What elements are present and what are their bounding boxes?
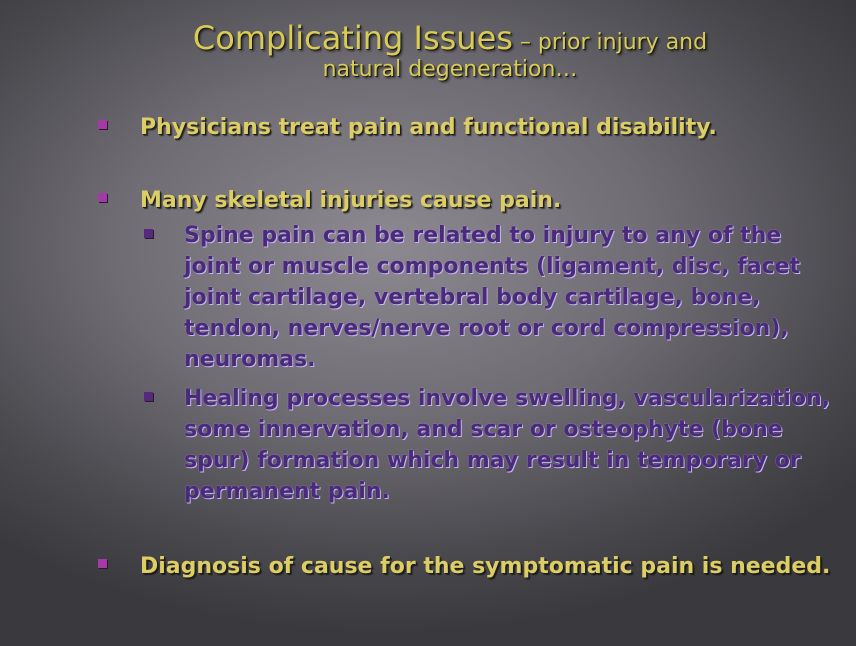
bullet-text: Physicians treat pain and functional disability. — [140, 115, 717, 140]
bullet-text: Diagnosis of cause for the symptomatic pain is needed. — [140, 554, 831, 579]
sub-bullet-item — [142, 383, 836, 507]
sub-bullet-text: Healing processes involve swelling, vascularization, some innervation, and scar or osteophyte (bone spur) formation which may result in temporary or permanent pain. — [184, 386, 830, 504]
sub-bullet-group — [96, 220, 836, 507]
bullet-item — [96, 112, 836, 143]
title-rest: – prior injury and — [512, 30, 708, 55]
sub-bullet-list — [96, 220, 836, 507]
square-bullet-icon — [98, 120, 107, 129]
bullet-item — [96, 551, 836, 582]
square-bullet-icon — [98, 193, 107, 202]
square-bullet-icon — [98, 559, 107, 568]
sub-bullet-item — [142, 220, 836, 375]
slide-title — [90, 20, 810, 82]
title-line2: natural degeneration… — [322, 56, 578, 82]
bullet-list — [96, 112, 836, 624]
square-bullet-icon — [144, 229, 153, 238]
bullet-item — [96, 185, 836, 216]
sub-bullet-text: Spine pain can be related to injury to any of the joint or muscle components (ligament, disc, facet joint cartilage, vertebral body cartilage, bone, tendon, nerves/nerve root or cord compression), neuromas. — [184, 223, 801, 372]
title-main: Complicating Issues — [192, 19, 513, 57]
square-bullet-icon — [144, 392, 153, 401]
bullet-text: Many skeletal injuries cause pain. — [140, 188, 562, 213]
